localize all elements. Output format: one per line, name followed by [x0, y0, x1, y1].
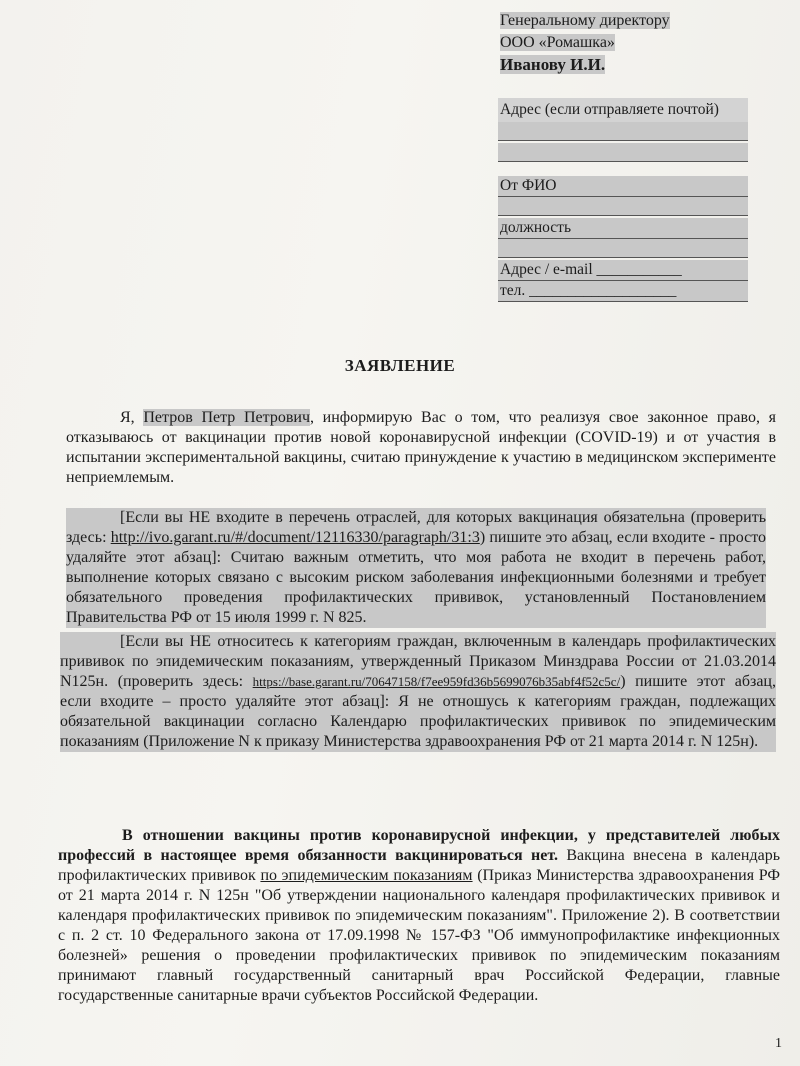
- page-number: 1: [775, 1036, 782, 1051]
- phone-field[interactable]: тел. ___________________: [498, 281, 748, 302]
- address-line-1[interactable]: [498, 122, 748, 141]
- paragraph-legal: В отношении вакцины против коронавирусной инфекции, у представителей любых профессий в настоящее время обязанности вакцинироваться нет. Вакцина внесена в календарь профилактических прививок по эпидемическим показаниям (Приказ Министерства здравоохранения РФ от 21 марта 2014 г. N 125н "Об утверждении национального календаря профилактических прививок и календаря профилактических прививок по эпидемическим показаниям". Приложение 2). В соответствии с п. 2 ст. 10 Федерального закона от 17.09.1998 № 157-ФЗ "Об иммунопрофилактике инфекционных болезней» решения о проведении профилактических прививок по эпидемическим показаниям принимают главный государственный санитарный врач Российской Федерации, главные государственные санитарные врачи субъектов Российской Федерации.: [58, 827, 781, 1004]
- paragraph-category: [Если вы НЕ относитесь к категориям граждан, включенным в календарь профилактических прививок по эпидемическим показаниям, утвержденный Приказом Минздрава России от 21.03.2014 N125н. (проверить здесь: https://base.garant.ru/70647158/f7ee959fd36b5699076b35abf4f52c5c/) пишите этот абзац, если входите – просто удаляйте этот абзац]: Я не отношусь к категориям граждан, подлежащих обязательной вакцинации согласно Календарю профилактических прививок по эпидемическим показаниям (Приложение N к приказу Министерства здравоохранения РФ от 21 марта 2014 г. N 125н).: [60, 633, 776, 750]
- contact-field[interactable]: Адрес / e-mail ___________: [498, 260, 748, 281]
- from-field[interactable]: От ФИО: [498, 176, 748, 197]
- recipient-block: [500, 10, 745, 77]
- recipient-position: Генеральному директору: [500, 12, 670, 29]
- paragraph-statement: Я, Петров Петр Петрович, информирую Вас о том, что реализуя свое законное право, я отказываюсь от вакцинации против новой коронавирусной инфекции (COVID-19) и от участия в испытании экспериментальной вакцины, считаю принуждение к участию в медицинском эксперименте неприемлемым.: [66, 409, 776, 486]
- position-line-2[interactable]: [498, 239, 748, 258]
- from-line-2[interactable]: [498, 197, 748, 216]
- applicant-name: Петров Петр Петрович: [143, 409, 310, 426]
- garant-link-industry[interactable]: http://ivo.garant.ru/#/document/12116330/paragraph/31:3: [110, 529, 480, 546]
- recipient-name: Иванову И.И.: [500, 55, 606, 74]
- sender-form: [498, 98, 748, 302]
- position-field[interactable]: должность: [498, 218, 748, 239]
- address-line-2[interactable]: [498, 143, 748, 162]
- address-label: Адрес (если отправляете почтой): [498, 98, 748, 122]
- paragraph-industry: [Если вы НЕ входите в перечень отраслей, для которых вакцинация обязательна (проверить здесь: http://ivo.garant.ru/#/document/12116330/paragraph/31:3) пишите это абзац, если входите - просто удаляйте этот абзац]: Считаю важным отметить, что моя работа не входит в перечень работ, выполнение которых связано с высоким риском заболевания инфекционными болезнями и требует обязательного проведения профилактических прививок, установленный Постановлением Правительства РФ от 15 июля 1999 г. N 825.: [66, 509, 767, 626]
- legal-bold-statement: В отношении вакцины против коронавирусной инфекции, у представителей любых профессий в настоящее время обязанности вакцинироваться нет.: [58, 827, 780, 864]
- document-title: ЗАЯВЛЕНИЕ: [344, 356, 456, 375]
- recipient-company: ООО «Ромашка»: [500, 34, 615, 51]
- garant-link-category[interactable]: https://base.garant.ru/70647158/f7ee959fd36b5699076b35abf4f52c5c/: [252, 674, 621, 689]
